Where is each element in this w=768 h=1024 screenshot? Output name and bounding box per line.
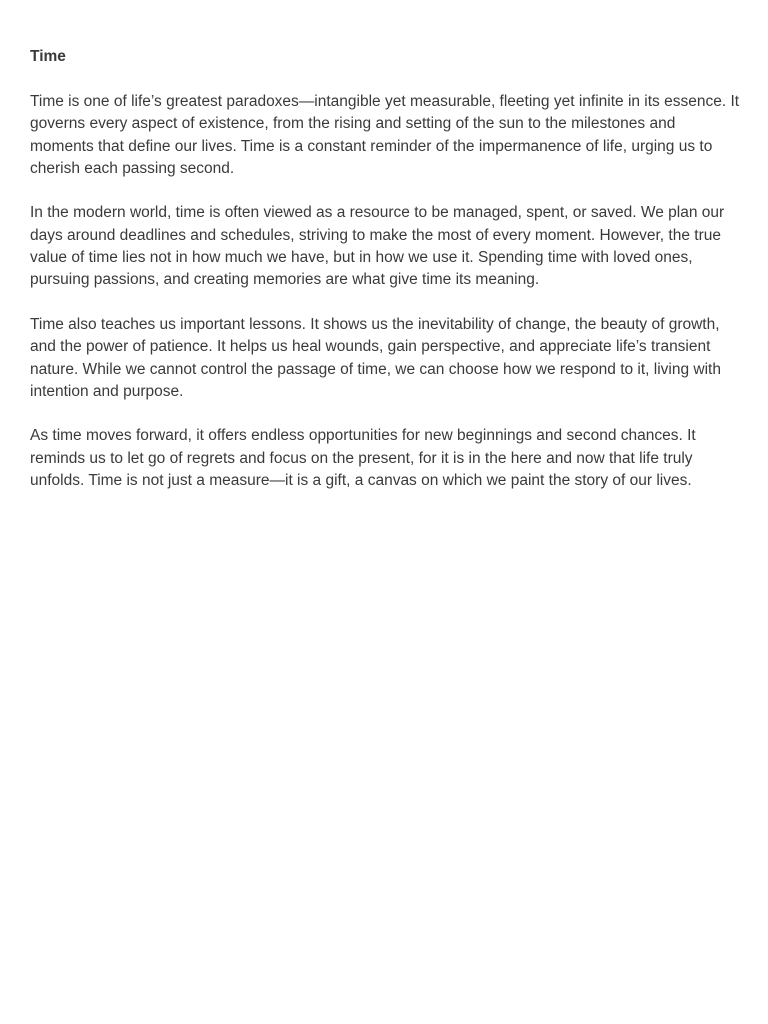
document-title: Time [30,48,66,65]
paragraph: In the modern world, time is often viewed as a resource to be managed, spent, or saved. We plan our days around deadlines and schedules, striving to make the most of every moment. However, the true value of time lies not in how much we have, but in how we use it. Spending time with loved ones, pursuing passions, and creating memories are what give time its meaning. [30,204,725,289]
paragraph: As time moves forward, it offers endless opportunities for new beginnings and second chances. It reminds us to let go of regrets and focus on the present, for it is in the here and now that life truly unfolds. Time is not just a measure—it is a gift, a canvas on which we paint the story of our lives. [30,427,696,490]
paragraph: Time is one of life’s greatest paradoxes—intangible yet measurable, fleeting yet infinite in its essence. It governs every aspect of existence, from the rising and setting of the sun to the milestones and moments that define our lives. Time is a constant reminder of the impermanence of life, urging us to cherish each passing second. [30,93,740,177]
document-body [30,44,742,515]
paragraph: Time also teaches us important lessons. It shows us the inevitability of change, the beauty of growth, and the power of patience. It helps us heal wounds, gain perspective, and appreciate life’s transient nature. While we cannot control the passage of time, we can choose how we respond to it, living with intention and purpose. [30,315,721,400]
